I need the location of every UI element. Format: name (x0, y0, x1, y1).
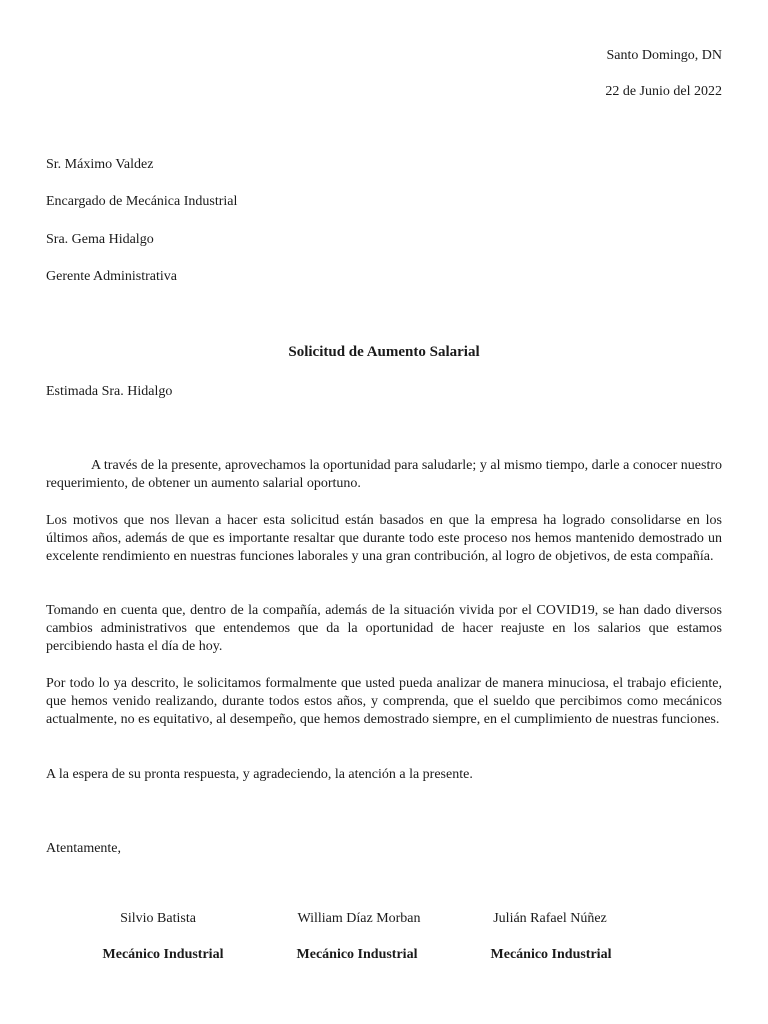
body-paragraph-5: A la espera de su pronta respuesta, y agradeciendo, la atención a la presente. (46, 767, 473, 782)
salutation: Estimada Sra. Hidalgo (46, 384, 173, 399)
recipient-title-1: Encargado de Mecánica Industrial (46, 194, 238, 209)
letter-place: Santo Domingo, DN (606, 48, 722, 63)
body-paragraph-3: Tomando en cuenta que, dentro de la compañía, además de la situación vivida por el COVID19, se han dado diversos cambios administrativos que entendemos que da la oportunidad de hacer reajuste en los salarios que estamos percibiendo hasta el día de hoy. (46, 603, 722, 654)
body-paragraph-4: Por todo lo ya descrito, le solicitamos formalmente que usted pueda analizar de manera minuciosa, el trabajo eficiente, que hemos venido realizando, durante todos estos años, y comprenda, que el sueldo que percibimos como mecánicos actualmente, no es equitativo, al desempeño, que hemos demostrado siempre, en el cumplimiento de nuestras funciones. (46, 676, 722, 727)
body-paragraph-1: A través de la presente, aprovechamos la oportunidad para saludarle; y al mismo tiempo, darle a conocer nuestro requerimiento, de obtener un aumento salarial oportuno. (46, 458, 722, 491)
closing: Atentamente, (46, 841, 122, 856)
signatory-name-2: William Díaz Morban (297, 911, 421, 926)
letter-date: 22 de Junio del 2022 (605, 84, 722, 99)
signatory-name-1: Silvio Batista (120, 911, 196, 926)
body-paragraph-2: Los motivos que nos llevan a hacer esta solicitud están basados en que la empresa ha logrado consolidarse en los últimos años, además de que es importante resaltar que durante todo este proceso nos hemos mantenido demostrado un excelente rendimiento en nuestras funciones laborales y una gran contribución, al logro de objetivos, de esta compañía. (46, 513, 722, 564)
recipient-title-2: Gerente Administrativa (46, 269, 178, 284)
recipient-name-1: Sr. Máximo Valdez (46, 157, 154, 172)
signatory-role-1: Mecánico Industrial (102, 947, 224, 962)
signatory-role-2: Mecánico Industrial (296, 947, 418, 962)
letter-title: Solicitud de Aumento Salarial (288, 344, 480, 360)
recipient-name-2: Sra. Gema Hidalgo (46, 232, 154, 247)
signatory-role-3: Mecánico Industrial (490, 947, 612, 962)
signatory-name-3: Julián Rafael Núñez (493, 911, 607, 926)
